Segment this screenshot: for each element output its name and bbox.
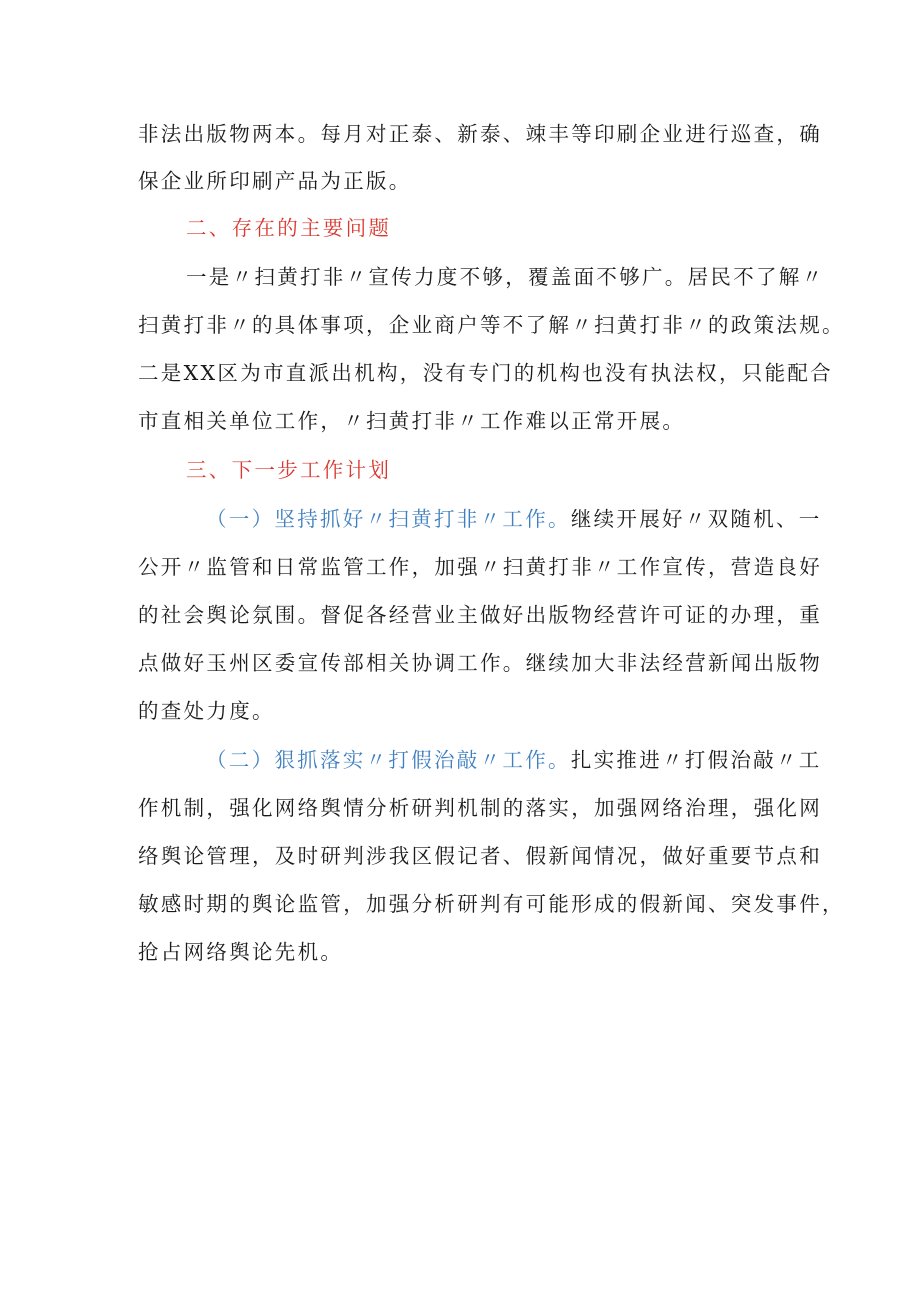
body-text-line: 扫黄打非〃的具体事项，企业商户等不了解〃扫黄打非〃的政策法规。	[138, 313, 845, 337]
plan-item-1-first-line	[206, 504, 822, 534]
body-text-line: 的查处力度。	[138, 699, 275, 723]
body-text-line: 公开〃监管和日常监管工作，加强〃扫黄打非〃工作宣传，营造良好	[138, 555, 822, 579]
body-text-line: 保企业所印刷产品为正版。	[138, 169, 412, 193]
body-text-line: 作机制，强化网络舆情分析研判机制的落实，加强网络治理，强化网	[138, 796, 822, 820]
section-heading-plan: 三、下一步工作计划	[186, 458, 392, 482]
body-text-line: 市直相关单位工作，〃扫黄打非〃工作难以正常开展。	[138, 409, 686, 433]
body-text-span: 扎实推进〃打假治敲〃工	[570, 748, 822, 772]
body-text-line: 点做好玉州区委宣传部相关协调工作。继续加大非法经营新闻出版物	[138, 651, 822, 675]
body-text-line: 一是〃扫黄打非〃宣传力度不够，覆盖面不够广。居民不了解〃	[186, 265, 825, 289]
body-text-line: 二是XX区为市直派出机构，没有专门的机构也没有执法权，只能配合	[138, 361, 833, 385]
body-text-line: 抢占网络舆论先机。	[138, 940, 344, 964]
body-text-line: 敏感时期的舆论监管，加强分析研判有可能形成的假新闻、突发事件，	[138, 892, 845, 916]
plan-item-1-subheading: （一）坚持抓好〃扫黄打非〃工作。	[206, 507, 571, 531]
body-text-span: 继续开展好〃双随机、一	[570, 507, 822, 531]
body-text-line: 非法出版物两本。每月对正泰、新泰、竦丰等印刷企业进行巡查，确	[138, 122, 822, 146]
body-text-line: 的社会舆论氛围。督促各经营业主做好出版物经营许可证的办理，重	[138, 603, 822, 627]
section-heading-problems: 二、存在的主要问题	[186, 216, 392, 240]
plan-item-2-first-line	[206, 745, 822, 775]
plan-item-2-subheading: （二）狠抓落实〃打假治敲〃工作。	[206, 748, 571, 772]
body-text-line: 络舆论管理，及时研判涉我区假记者、假新闻情况，做好重要节点和	[138, 844, 822, 868]
